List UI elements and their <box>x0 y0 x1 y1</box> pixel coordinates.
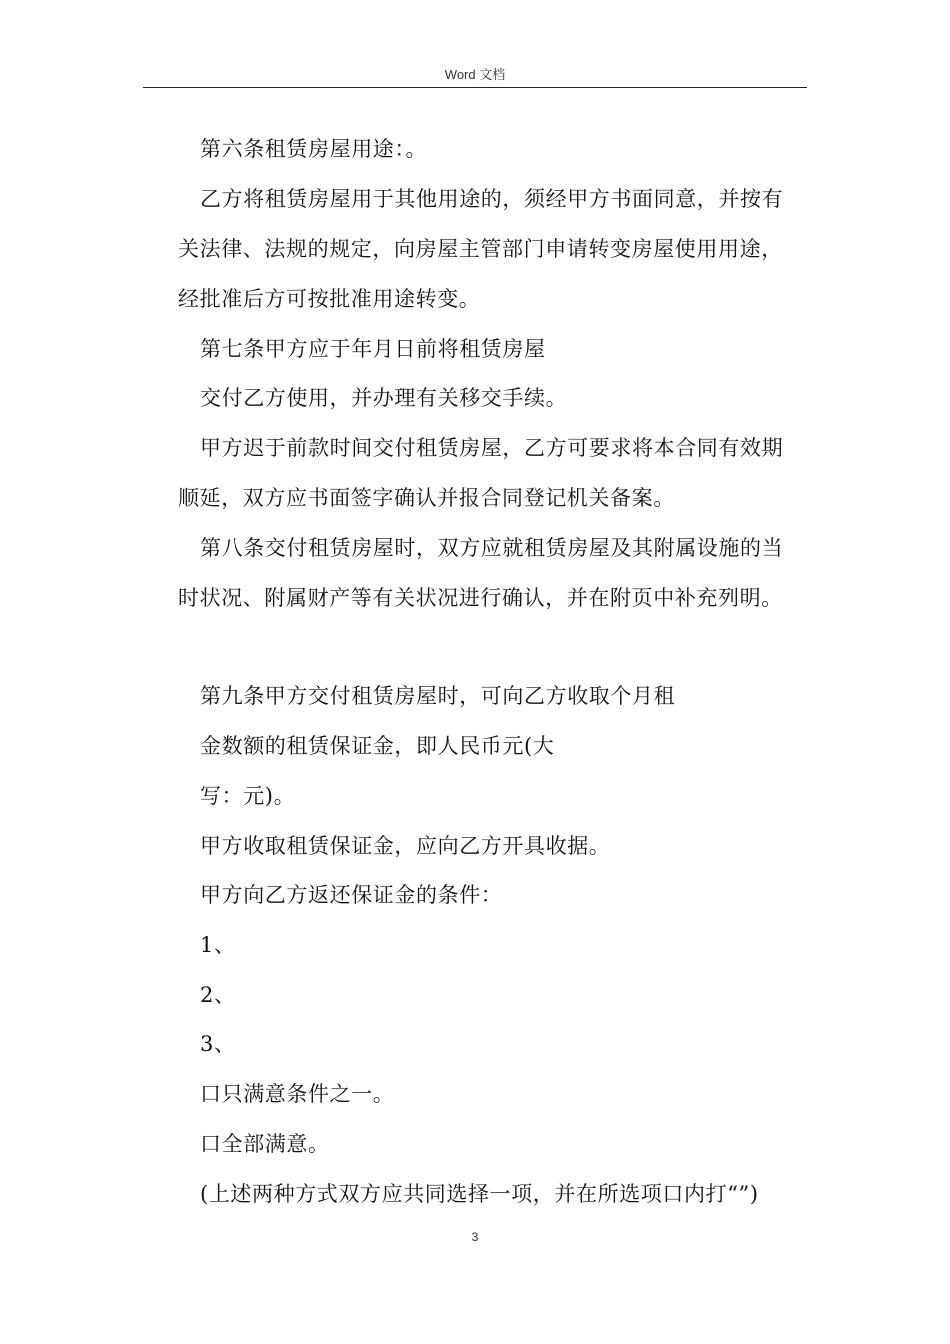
header-divider <box>143 87 807 88</box>
paragraph-line: 第七条甲方应于年月日前将租赁房屋 <box>200 337 546 361</box>
paragraph-line: (上述两种方式双方应共同选择一项，并在所选项口内打“”) <box>200 1182 759 1206</box>
paragraph-line: 第八条交付租赁房屋时，双方应就租赁房屋及其附属设施的当 <box>200 536 784 560</box>
page-header: Word 文档 <box>444 67 506 82</box>
paragraph-line: 交付乙方使用，并办理有关移交手续。 <box>200 386 568 410</box>
list-item: 1、 <box>200 933 236 957</box>
page-number: 3 <box>471 1230 479 1244</box>
paragraph-line: 关法律、法规的规定，向房屋主管部门申请转变房屋使用用途， <box>178 237 783 261</box>
paragraph-line: 甲方收取租赁保证金，应向乙方开具收据。 <box>200 834 611 858</box>
list-item: 2、 <box>200 983 236 1007</box>
paragraph-line: 甲方向乙方返还保证金的条件： <box>200 883 503 907</box>
option-line: 口全部满意。 <box>200 1132 330 1156</box>
list-item: 3、 <box>200 1032 236 1056</box>
paragraph-line: 甲方迟于前款时间交付租赁房屋，乙方可要求将本合同有效期 <box>200 436 784 460</box>
paragraph-line: 乙方将租赁房屋用于其他用途的，须经甲方书面同意，并按有 <box>200 187 784 211</box>
paragraph-line: 顺延，双方应书面签字确认并报合同登记机关备案。 <box>178 486 675 510</box>
paragraph-line: 第六条租赁房屋用途：。 <box>200 137 428 161</box>
paragraph-line: 第九条甲方交付租赁房屋时，可向乙方收取个月租 <box>200 684 676 708</box>
paragraph-line: 时状况、附属财产等有关状况进行确认，并在附页中补充列明。 <box>178 586 783 610</box>
option-line: 口只满意条件之一。 <box>200 1082 395 1106</box>
paragraph-line: 经批准后方可按批准用途转变。 <box>178 287 481 311</box>
paragraph-line: 金数额的租赁保证金，即人民币元(大 <box>200 734 555 758</box>
paragraph-line: 写：元)。 <box>200 784 296 808</box>
